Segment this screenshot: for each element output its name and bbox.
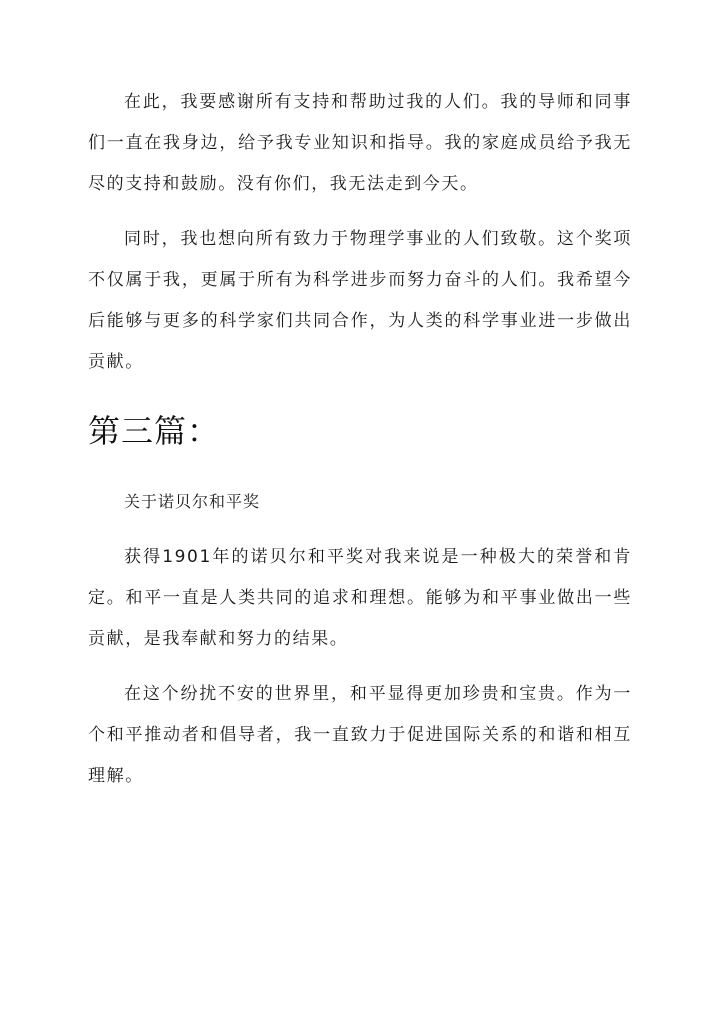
- paragraph-tribute: 同时，我也想向所有致力于物理学事业的人们致敬。这个奖项不仅属于我，更属于所有为科学进步而努力奋斗的人们。我希望今后能够与更多的科学家们共同合作，为人类的科学事业进一步做出贡献。: [88, 229, 632, 372]
- document-body: [88, 82, 632, 797]
- paragraph-world-peace: 在这个纷扰不安的世界里，和平显得更加珍贵和宝贵。作为一个和平推动者和倡导者，我一直致力于促进国际关系的和谐和相互理解。: [88, 684, 632, 786]
- section-subtitle: 关于诺贝尔和平奖: [124, 492, 261, 511]
- paragraph-acknowledgements: 在此，我要感谢所有支持和帮助过我的人们。我的导师和同事们一直在我身边，给予我专业知识和指导。我的家庭成员给予我无尽的支持和鼓励。没有你们，我无法走到今天。: [88, 92, 632, 194]
- section-heading: 第三篇：: [88, 412, 221, 450]
- paragraph-peace-prize: 获得1901年的诺贝尔和平奖对我来说是一种极大的荣誉和肯定。和平一直是人类共同的追求和理想。能够为和平事业做出一些贡献，是我奉献和努力的结果。: [88, 547, 632, 649]
